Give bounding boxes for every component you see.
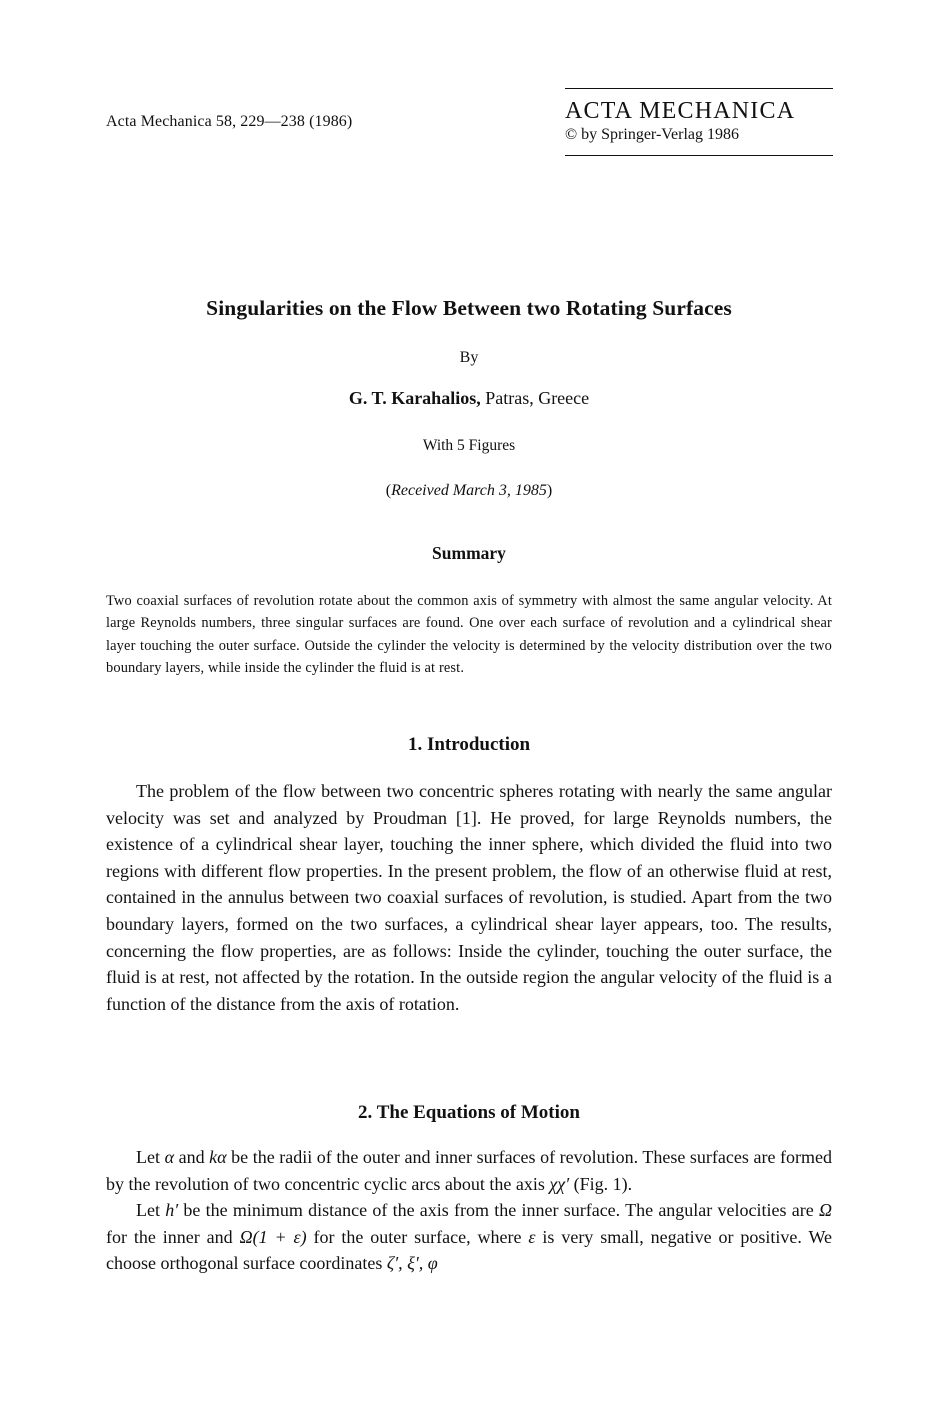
symbol-epsilon: ε: [528, 1226, 536, 1247]
equations-paragraph-1: Let α and kα be the radii of the outer and inner surfaces of revolution. These surfaces are formed by the revolution of two concentric cyclic arcs about the axis χχ′ (Fig. 1).: [106, 1147, 832, 1194]
received-date-line: (Received March 3, 1985): [385, 482, 553, 499]
article-title: Singularities on the Flow Between two Rotating Surfaces: [206, 296, 732, 320]
section-heading-equations: 2. The Equations of Motion: [358, 1102, 580, 1123]
summary-text: Two coaxial surfaces of revolution rotate about the common axis of symmetry with almost the same angular velocity. At large Reynolds numbers, three singular surfaces are found. One over each surface of revolution and a cylindrical shear layer touching the outer surface. Outside the cylinder the velocity is determined by the velocity distribution over the two boundary layers, while inside the cylinder the fluid is at rest.: [106, 593, 832, 676]
author-name: G. T. Karahalios,: [348, 388, 481, 408]
section-heading-introduction: 1. Introduction: [407, 734, 531, 755]
equations-paragraph-2: Let h′ be the minimum distance of the axis from the inner surface. The angular velocities are Ω for the inner and Ω(1 + ε) for the outer surface, where ε is very small, negative or positive. We choose orthogonal surface coordinates ζ′, ξ′, φ: [106, 1200, 832, 1274]
symbol-coordinates: ζ′, ξ′, φ: [386, 1253, 438, 1274]
received-date: Received March 3, 1985: [391, 482, 547, 499]
symbol-h-prime: h′: [165, 1200, 179, 1221]
byline-by: By: [459, 349, 479, 366]
copyright-notice: © by Springer-Verlag 1986: [565, 126, 740, 143]
masthead-bottom-rule: [565, 155, 833, 156]
symbol-omega: Ω: [818, 1200, 832, 1221]
journal-masthead: [565, 88, 833, 156]
symbol-axis: χχ′: [549, 1173, 570, 1194]
figures-note: With 5 Figures: [422, 437, 516, 454]
author-location: Patras, Greece: [480, 388, 590, 408]
equations-body: [106, 1144, 832, 1277]
summary-heading: Summary: [432, 543, 506, 563]
symbol-alpha: α: [164, 1147, 175, 1167]
introduction-paragraph: The problem of the flow between two concentric spheres rotating with nearly the same angular velocity was set and analyzed by Proudman [1]. He proved, for large Reynolds numbers, the existence of a cylindrical shear layer, touching the inner sphere, which divided the fluid into two regions with different flow properties. In the present problem, the flow of an otherwise fluid at rest, contained in the annulus between two coaxial surfaces of revolution, is studied. Apart from the two boundary layers, formed on the two surfaces, a cylindrical shear layer appears, too. The results, concerning the flow properties, are as follows: Inside the cylinder, touching the outer surface, the fluid is at rest, not affected by the rotation. In the outside region the angular velocity of the fluid is a function of the distance from the axis of rotation.: [106, 781, 832, 1014]
journal-citation: Acta Mechanica 58, 229—238 (1986): [106, 113, 353, 130]
symbol-k-alpha: kα: [209, 1147, 227, 1167]
author-line: [0, 388, 938, 409]
introduction-body: [106, 778, 832, 1017]
symbol-omega-outer: Ω(1 + ε): [239, 1226, 307, 1247]
journal-name: ACTA MECHANICA: [565, 98, 796, 124]
masthead-top-rule: [565, 88, 833, 89]
